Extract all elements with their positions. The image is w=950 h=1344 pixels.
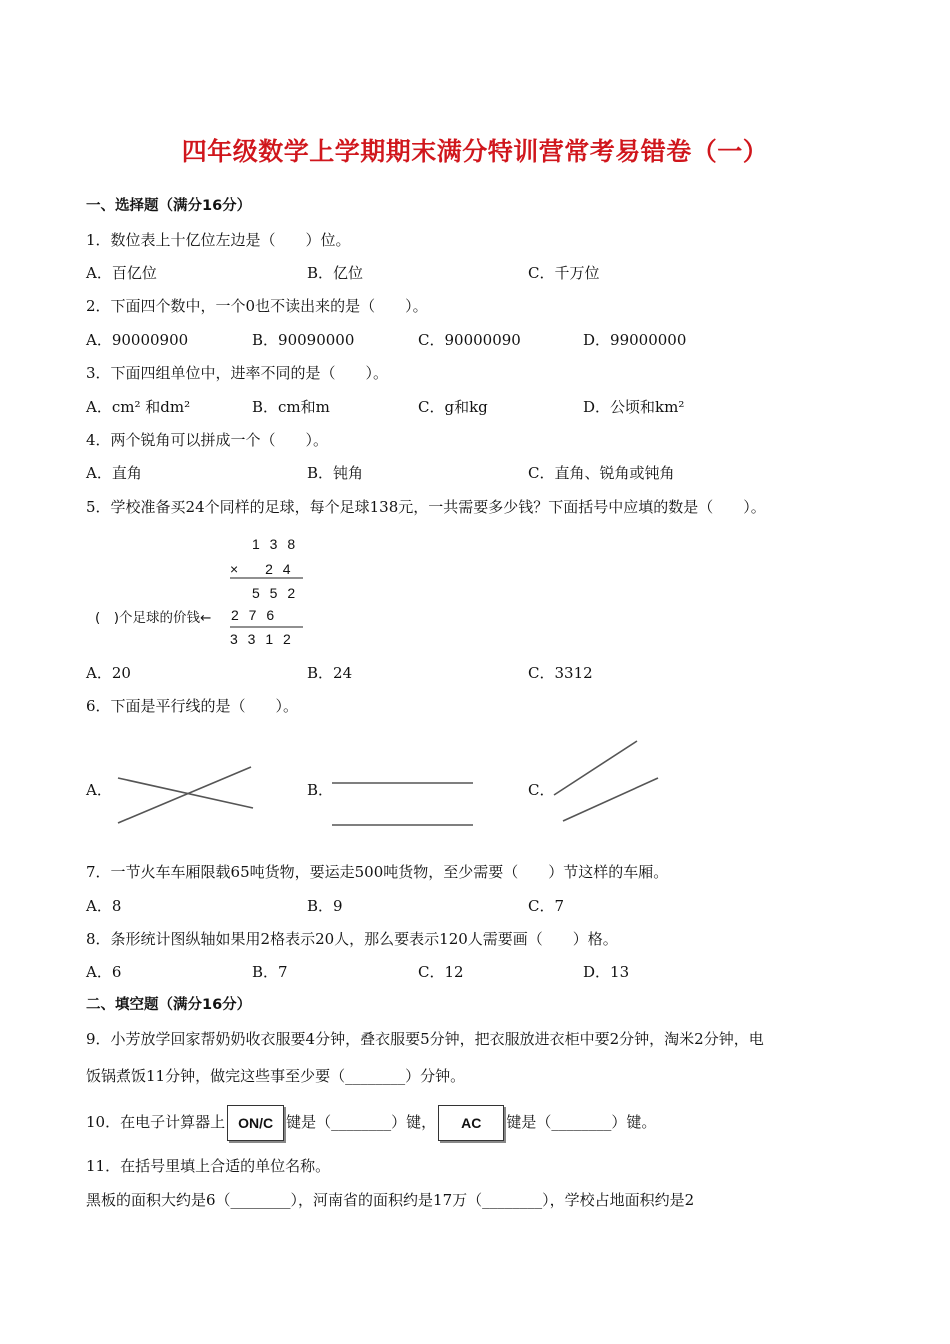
- question-9-line-1: 9．小芳放学回家帮奶奶收衣服要4分钟，叠衣服要5分钟，把衣服放进衣柜中要2分钟，淘米2分钟，电: [86, 1030, 764, 1048]
- q10-text-1: 10．在电子计算器上: [86, 1113, 226, 1131]
- question-11-line-2: 黑板的面积大约是6（________），河南省的面积约是17万（________），学校占地面积约是2: [86, 1191, 695, 1209]
- mult-row-24: × 2 4: [230, 561, 294, 577]
- q7-option-a: A．8: [86, 897, 122, 915]
- intersecting-lines-figure: [118, 767, 253, 823]
- q5-option-c: C．3312: [528, 664, 593, 682]
- q5-option-b: B．24: [307, 664, 353, 682]
- question-2: 2．下面四个数中，一个0也不读出来的是（ ）。: [86, 297, 428, 315]
- mult-row-552: 5 5 2: [252, 585, 299, 601]
- q1-option-b: B．亿位: [307, 264, 364, 282]
- question-6: 6．下面是平行线的是（ ）。: [86, 697, 299, 715]
- question-7: 7．一节火车车厢限载65吨货物，要运走500吨货物，至少需要（ ）节这样的车厢。: [86, 863, 669, 881]
- non-parallel-slanted-lines-figure: [554, 741, 658, 821]
- q4-option-a: A．直角: [86, 464, 142, 482]
- q6-option-b: B．: [307, 781, 334, 799]
- q10-text-3: 键是（________）键。: [506, 1113, 657, 1131]
- q8-option-d: D．13: [583, 963, 630, 981]
- question-5: 5．学校准备买24个同样的足球，每个足球138元，一共需要多少钱？下面括号中应填的数是（ ）。: [86, 498, 766, 516]
- q8-option-c: C．12: [418, 963, 464, 981]
- mult-row-138: 1 3 8: [252, 536, 299, 552]
- q3-option-b: B．cm和m: [252, 398, 330, 416]
- q1-option-c: C．千万位: [528, 264, 600, 282]
- section-heading-choice: 一、选择题（满分16分）: [86, 198, 252, 214]
- q2-option-a: A．90000900: [86, 331, 189, 349]
- on-c-key: ON/C: [227, 1105, 284, 1141]
- question-11: 11．在括号里填上合适的单位名称。: [86, 1157, 331, 1175]
- q8-option-b: B．7: [252, 963, 288, 981]
- question-4: 4．两个锐角可以拼成一个（ ）。: [86, 431, 329, 449]
- q2-option-d: D．99000000: [583, 331, 687, 349]
- q1-option-a: A．百亿位: [86, 264, 157, 282]
- question-8: 8．条形统计图纵轴如果用2格表示20人，那么要表示120人需要画（ ）格。: [86, 930, 618, 948]
- question-10: [86, 1105, 656, 1141]
- q4-option-c: C．直角、锐角或钝角: [528, 464, 675, 482]
- q4-option-b: B．钝角: [307, 464, 364, 482]
- page-title: 四年级数学上学期期末满分特训营常考易错卷（一）: [181, 137, 769, 166]
- mult-annotation: ( )个足球的价钱←: [95, 610, 212, 626]
- mult-row-276: 2 7 6: [231, 607, 278, 623]
- q3-option-c: C．g和kg: [418, 398, 488, 416]
- q6-option-a: A．: [86, 781, 112, 799]
- parallel-horizontal-lines-figure: [332, 783, 473, 825]
- mult-row-3312: 3 3 1 2: [230, 631, 294, 647]
- q8-option-a: A．6: [86, 963, 122, 981]
- question-1: 1．数位表上十亿位左边是（ ）位。: [86, 231, 351, 249]
- q3-option-a: A．cm² 和dm²: [86, 398, 191, 416]
- q7-option-b: B．9: [307, 897, 343, 915]
- q7-option-c: C．7: [528, 897, 565, 915]
- q5-option-a: A．20: [86, 664, 131, 682]
- question-9-line-2: 饭锅煮饭11分钟，做完这些事至少要（________）分钟。: [86, 1067, 466, 1085]
- section-heading-fill: 二、填空题（满分16分）: [86, 997, 252, 1013]
- ac-key: AC: [438, 1105, 504, 1141]
- q2-option-b: B．90090000: [252, 331, 355, 349]
- q10-text-2: 键是（________）键，: [286, 1113, 437, 1131]
- q6-option-c: C．: [528, 781, 555, 799]
- q3-option-d: D．公顷和km²: [583, 398, 685, 416]
- question-3: 3．下面四组单位中，进率不同的是（ ）。: [86, 364, 389, 382]
- q2-option-c: C．90000090: [418, 331, 521, 349]
